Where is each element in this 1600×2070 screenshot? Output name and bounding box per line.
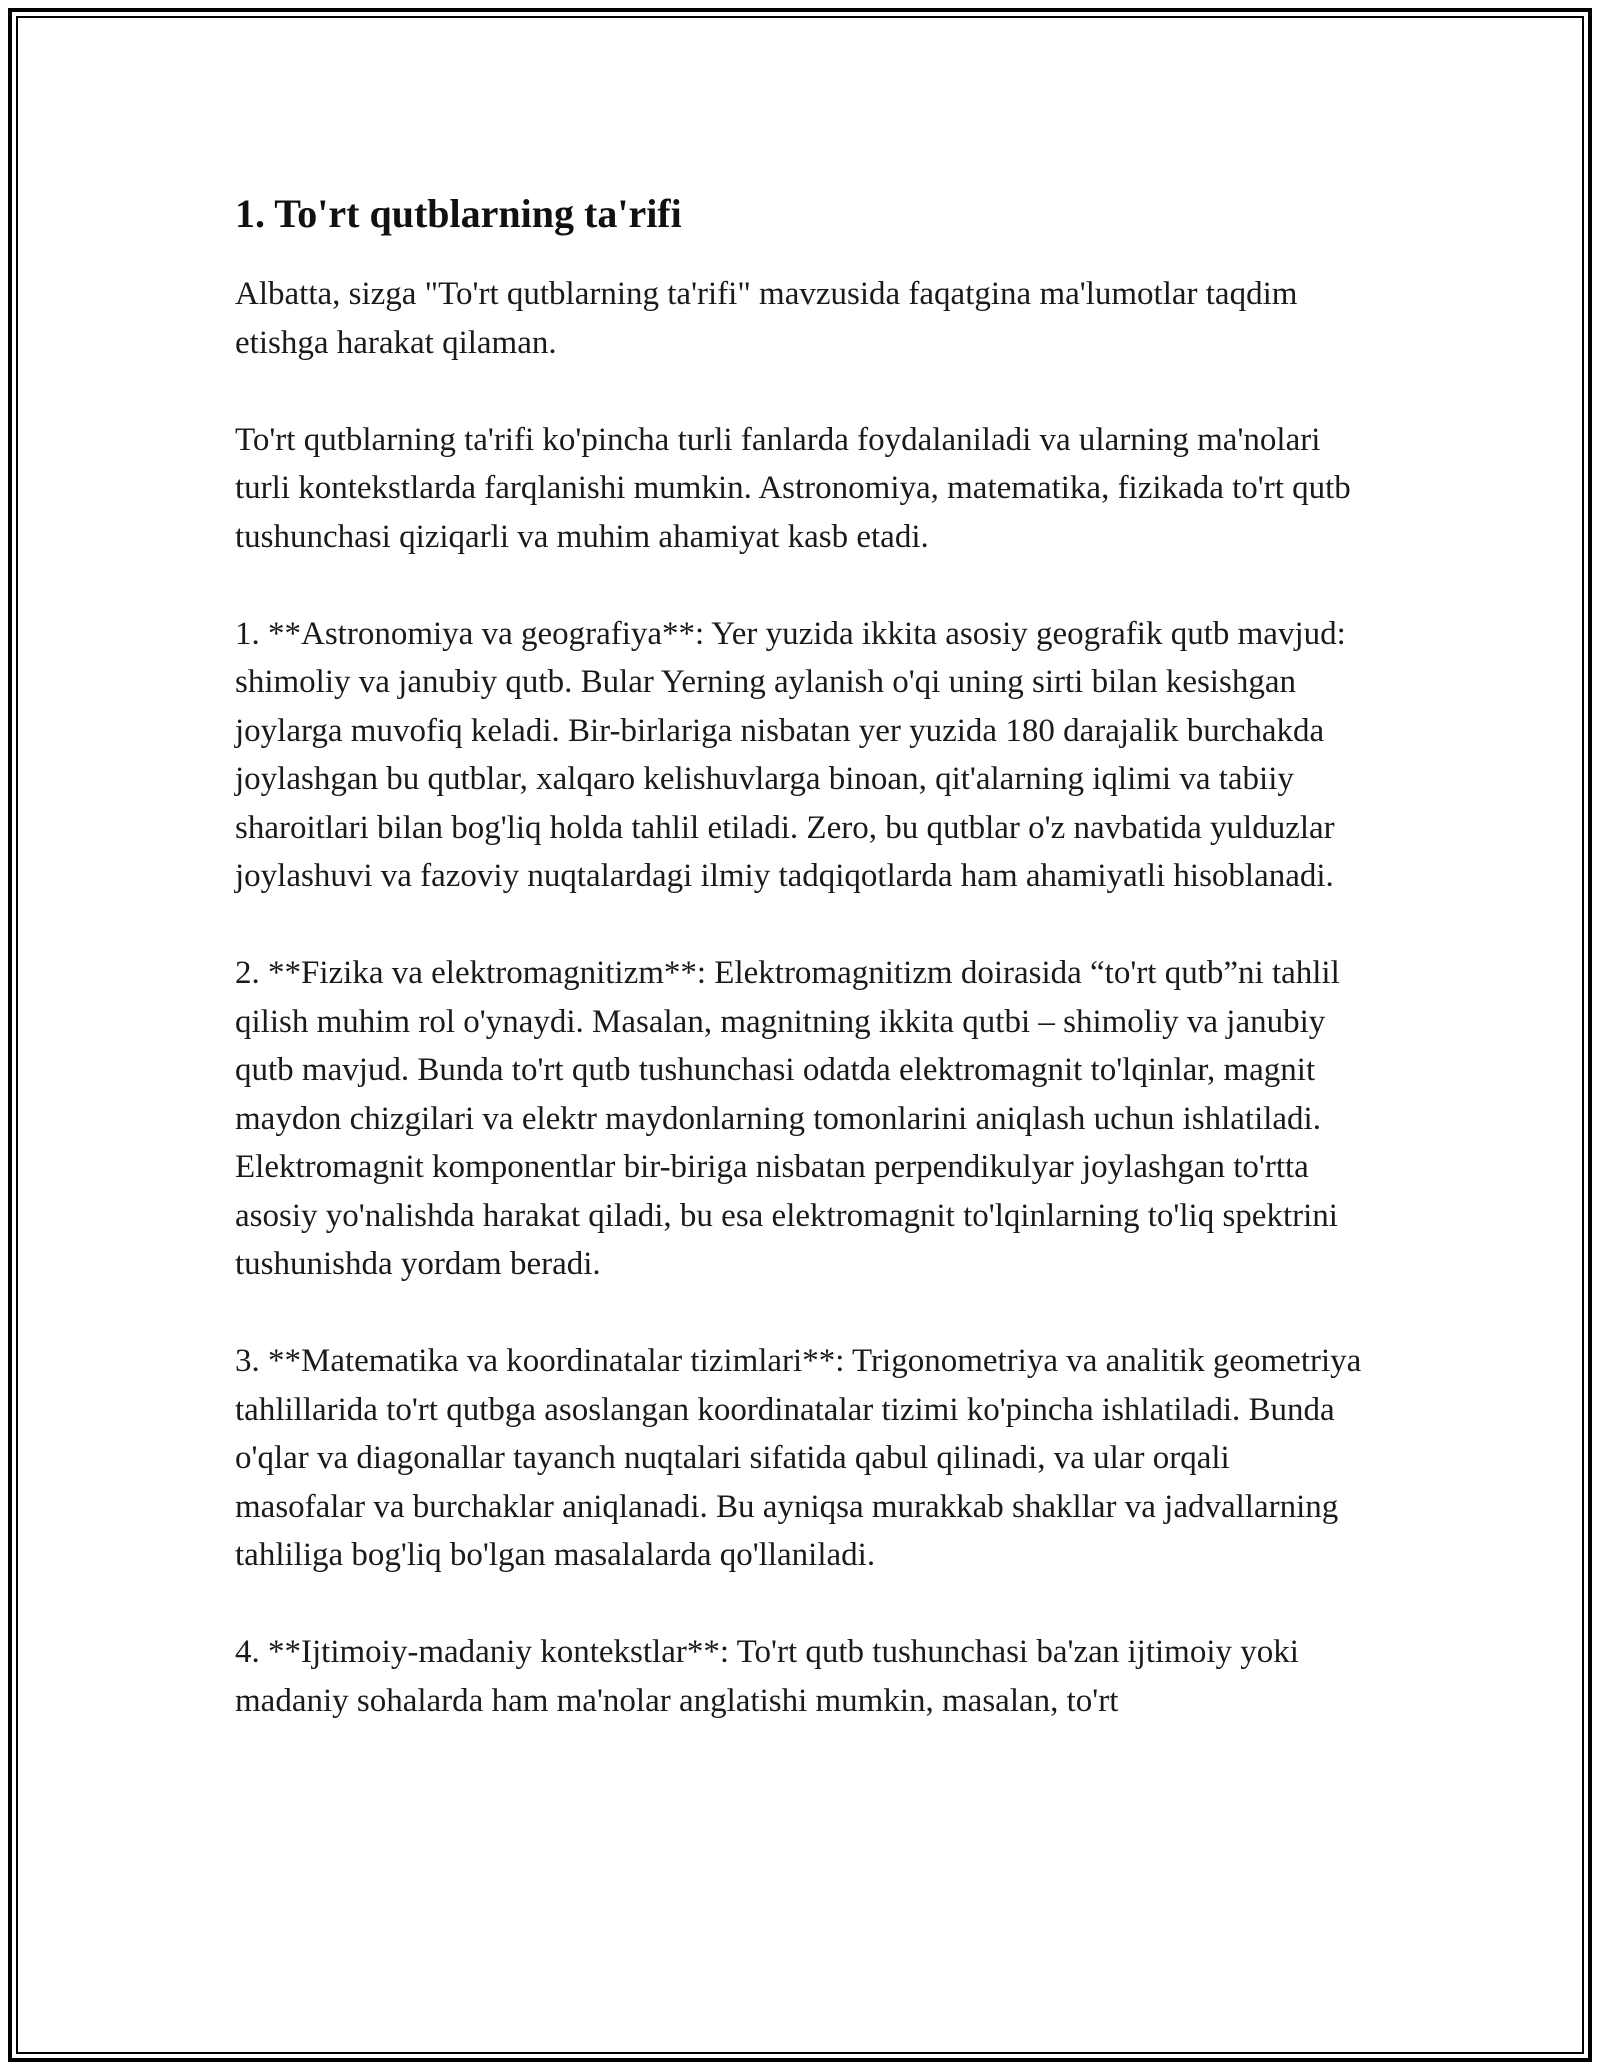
paragraph-social: 4. **Ijtimoiy-madaniy kontekstlar**: To'rt qutb tushunchasi ba'zan ijtimoiy yoki madaniy sohalarda ham ma'nolar anglatishi mumkin, masalan, to'rt bbox=[235, 1634, 1299, 1719]
paragraph-intro: Albatta, sizga "To'rt qutblarning ta'rifi" mavzusida faqatgina ma'lumotlar taqdim etishga harakat qilaman. bbox=[235, 276, 1298, 361]
document-page bbox=[235, 186, 1365, 1774]
paragraph-astronomy: 1. **Astronomiya va geografiya**: Yer yuzida ikkita asosiy geografik qutb mavjud: shimoliy va janubiy qutb. Bular Yerning aylanish o'qi uning sirti bilan kesishgan joylarga muvofiq keladi. Bir-birlariga nisbatan yer yuzida 180 darajalik burchakda joylashgan bu qutblar, xalqaro kelishuvlarga binoan, qit'alarning iqlimi va tabiiy sharoitlari bilan bog'liq holda tahlil etiladi. Zero, bu qutblar o'z navbatida yulduzlar joylashuvi va fazoviy nuqtalardagi ilmiy tadqiqotlarda ham ahamiyatli hisoblanadi. bbox=[235, 615, 1346, 894]
paragraph-physics: 2. **Fizika va elektromagnitizm**: Elektromagnitizm doirasida “to'rt qutb”ni tahlil qilish muhim rol o'ynaydi. Masalan, magnitning ikkita qutbi – shimoliy va janubiy qutb mavjud. Bunda to'rt qutb tushunchasi odatda elektromagnit to'lqinlar, magnit maydon chizgilari va elektr maydonlarning tomonlarini aniqlash uchun ishlatiladi. Elektromagnit komponentlar bir-biriga nisbatan perpendikulyar joylashgan to'rtta asosiy yo'nalishda harakat qiladi, bu esa elektromagnit to'lqinlarning to'liq spektrini tushunishda yordam beradi. bbox=[235, 955, 1340, 1282]
document-title: 1. To'rt qutblarning ta'rifi bbox=[235, 191, 682, 236]
paragraph-overview: To'rt qutblarning ta'rifi ko'pincha turli fanlarda foydalaniladi va ularning ma'nolari turli kontekstlarda farqlanishi mumkin. Astronomiya, matematika, fizikada to'rt qutb tushunchasi qiziqarli va muhim ahamiyat kasb etadi. bbox=[235, 421, 1351, 555]
paragraph-mathematics: 3. **Matematika va koordinatalar tizimlari**: Trigonometriya va analitik geometriya tahlillarida to'rt qutbga asoslangan koordinatalar tizimi ko'pincha ishlatiladi. Bunda o'qlar va diagonallar tayanch nuqtalari sifatida qabul qilinadi, va ular orqali masofalar va burchaklar aniqlanadi. Bu ayniqsa murakkab shakllar va jadvallarning tahliliga bog'liq bo'lgan masalalarda qo'llaniladi. bbox=[235, 1343, 1362, 1573]
